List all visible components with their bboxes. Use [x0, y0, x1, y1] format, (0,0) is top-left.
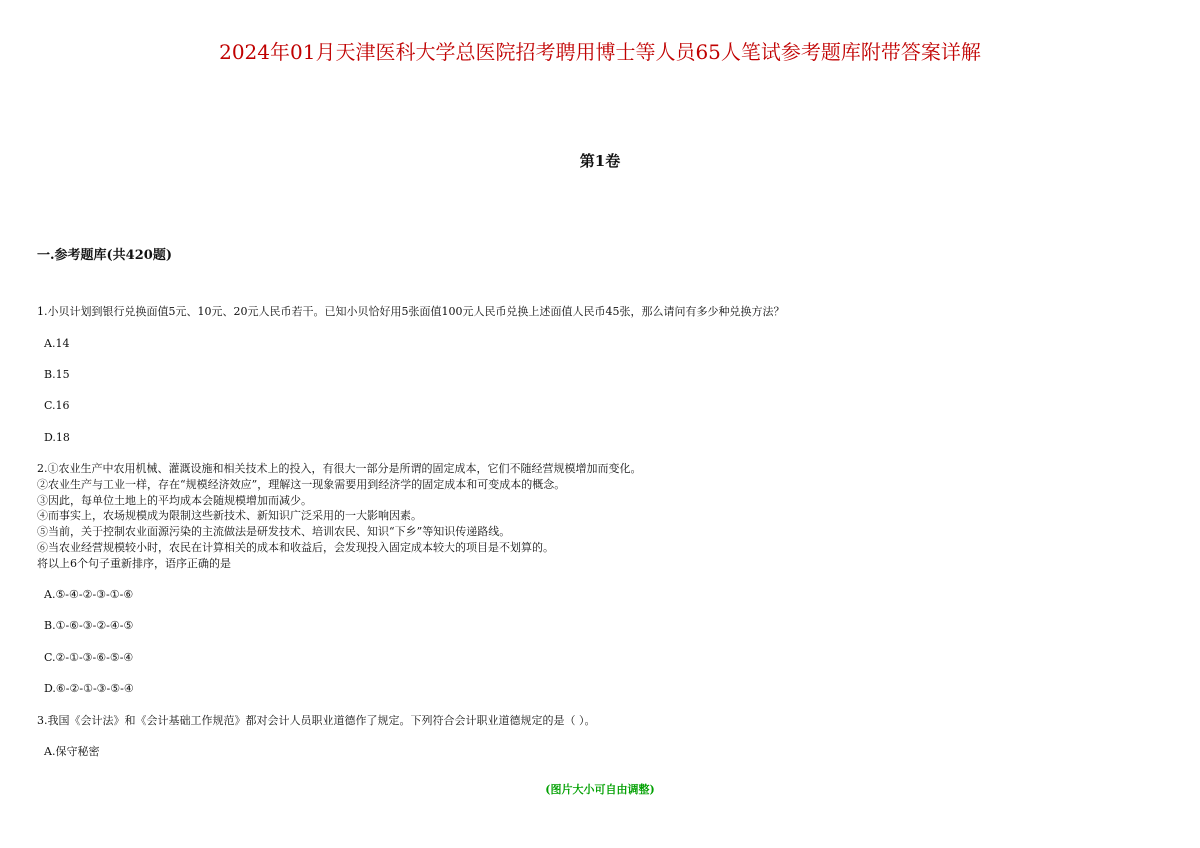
question-2-stem-line: 将以上6个句子重新排序，语序正确的是	[37, 557, 231, 570]
question-2-option-c: C.②-①-③-⑥-⑤-④	[44, 651, 134, 664]
question-2-stem-line: ⑥当农业经营规模较小时，农民在计算相关的成本和收益后，会发现投入固定成本较大的项目是不划算的。	[37, 541, 554, 554]
question-1-stem: 1.小贝计划到银行兑换面值5元、10元、20元人民币若干。已知小贝恰好用5张面值100元人民币兑换上述面值人民币45张，那么请问有多少种兑换方法？	[37, 305, 785, 318]
footer-note: (图片大小可自由调整)	[545, 783, 655, 796]
question-2-stem-line: 2.①农业生产中农用机械、灌溉设施和相关技术上的投入，有很大一部分是所谓的固定成本，它们不随经营规模增加而变化。	[37, 462, 642, 475]
question-3-option-a: A.保守秘密	[44, 745, 100, 758]
question-1-option-a: A.14	[44, 337, 70, 350]
question-2-stem-line: ④而事实上，农场规模成为限制这些新技术、新知识广泛采用的一大影响因素。	[37, 509, 422, 522]
question-2-option-a: A.⑤-④-②-③-①-⑥	[44, 588, 134, 601]
question-1-option-b: B.15	[44, 368, 70, 381]
question-2-option-d: D.⑥-②-①-③-⑤-④	[44, 682, 134, 695]
document-title: 2024年01月天津医科大学总医院招考聘用博士等人员65人笔试参考题库附带答案详解	[219, 40, 981, 64]
question-1-option-c: C.16	[44, 399, 70, 412]
question-2-stem-line: ②农业生产与工业一样，存在“规模经济效应”，理解这一现象需要用到经济学的固定成本和可变成本的概念。	[37, 478, 566, 491]
question-2-option-b: B.①-⑥-③-②-④-⑤	[44, 619, 134, 632]
section-heading: 一.参考题库(共420题)	[37, 248, 172, 263]
question-1-option-d: D.18	[44, 431, 70, 444]
volume-label: 第1卷	[579, 152, 621, 170]
question-2-stem-line: ③因此，每单位土地上的平均成本会随规模增加而减少。	[37, 494, 312, 507]
question-2-stem-line: ⑤当前，关于控制农业面源污染的主流做法是研发技术、培训农民、知识“下乡”等知识传递路线。	[37, 525, 511, 538]
question-3-stem: 3.我国《会计法》和《会计基础工作规范》都对会计人员职业道德作了规定。下列符合会计职业道德规定的是（ ）。	[37, 714, 596, 727]
